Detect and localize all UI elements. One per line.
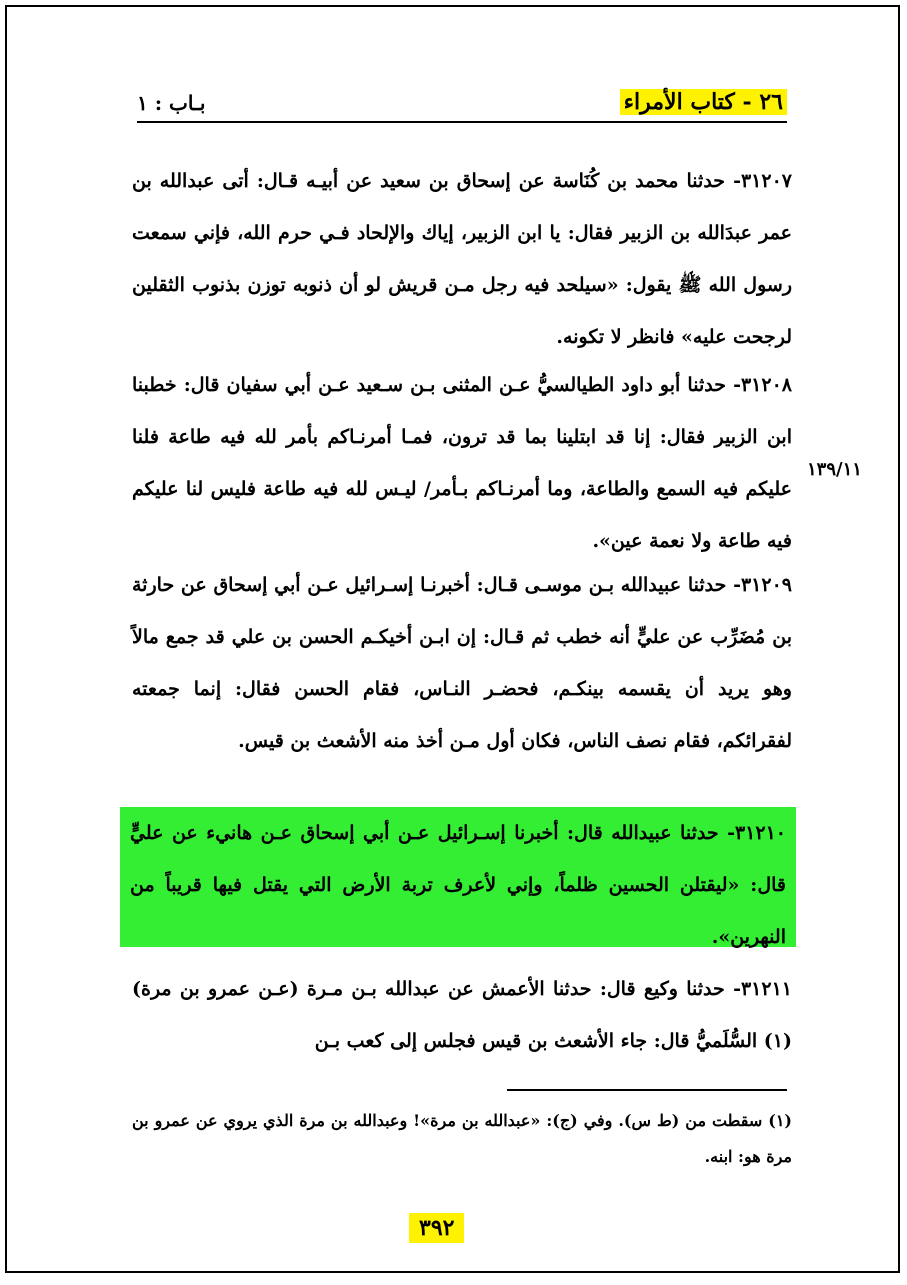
bab-label: بـاب : ١ bbox=[137, 91, 206, 115]
footnote bbox=[132, 1103, 792, 1175]
page-number: ٣٩٢ bbox=[409, 1213, 464, 1243]
hadith-31210-highlighted bbox=[120, 807, 796, 947]
hadith-31207 bbox=[132, 155, 792, 363]
chapter-title bbox=[620, 89, 787, 115]
hadith-text: ٣١٢١١- حدثنا وكيع قال: حدثنا الأعمش عن عبدالله بـن مـرة (عـن عمرو بن مرة)(١) السُّلَميُّ قال: جاء الأشعث بن قيس فجلس إلى كعب بـن bbox=[132, 978, 792, 1052]
footnote-text: (١) سقطت من (ط س). وفي (ج): «عبدالله بن مرة»! وعبدالله بن مرة الذي يروي عن عمرو بن مرة هو: ابنه. bbox=[132, 1111, 792, 1166]
footnote-divider bbox=[507, 1089, 787, 1091]
margin-reference: ١٣٩/١١ bbox=[807, 459, 862, 480]
hadith-31211 bbox=[132, 963, 792, 1067]
chapter-title-text: ٢٦ - كتاب الأمراء bbox=[620, 89, 787, 115]
hadith-text: ٣١٢٠٧- حدثنا محمد بن كُنَاسة عن إسحاق بن سعيد عن أبيـه قـال: أتى عبدالله بن عمر عبدَالله بن الزبير فقال: يا ابن الزبير، إياك والإلحاد فـي حرم الله، فإني سمعت رسول الله ﷺ يقول: «سيلحد فيه رجل مـن قريش لو أن ذنوبه توزن بذنوب الثقلين لرجحت عليه» فانظر لا تكونه. bbox=[132, 170, 792, 348]
hadith-31208 bbox=[132, 359, 792, 567]
header-divider bbox=[137, 121, 787, 123]
hadith-31209 bbox=[132, 559, 792, 767]
book-page bbox=[5, 5, 900, 1273]
hadith-text: ٣١٢٠٨- حدثنا أبو داود الطيالسيُّ عـن المثنى بـن سـعيد عـن أبي سفيان قال: خطبنا ابن الزبير فقال: إنا قد ابتلينا بما قد ترون، فمـا أمرنـاكم بأمر لله فيه طاعة فلنا عليكم فيه السمع والطاعة، وما أمرنـاكم بـأمر/ ليـس لله فيه طاعة فليس لنا عليكم فيه طاعة ولا نعمة عين». bbox=[132, 374, 792, 552]
hadith-text: ٣١٢١٠- حدثنا عبيدالله قال: أخبرنا إسـرائيل عـن أبي إسحاق عـن هانيء عن عليٍّ قال: «ليقتلن الحسين ظلماً، وإني لأعرف تربة الأرض التي يقتل فيها قريباً من النهرين». bbox=[130, 822, 786, 948]
hadith-text: ٣١٢٠٩- حدثنا عبيدالله بـن موسـى قـال: أخبرنـا إسـرائيل عـن أبي إسحاق عن حارثة بن مُضَرِّب عن عليٍّ أنه خطب ثم قـال: إن ابـن أخيكـم الحسن بن علي قد جمع مالاً وهو يريد أن يقسمه بينكـم، فحضـر النـاس، فقام الحسن فقال: إنما جمعته لفقرائكم، فقام نصف الناس، فكان أول مـن أخذ منه الأشعث بن قيس. bbox=[132, 574, 792, 752]
page-header bbox=[137, 85, 787, 121]
